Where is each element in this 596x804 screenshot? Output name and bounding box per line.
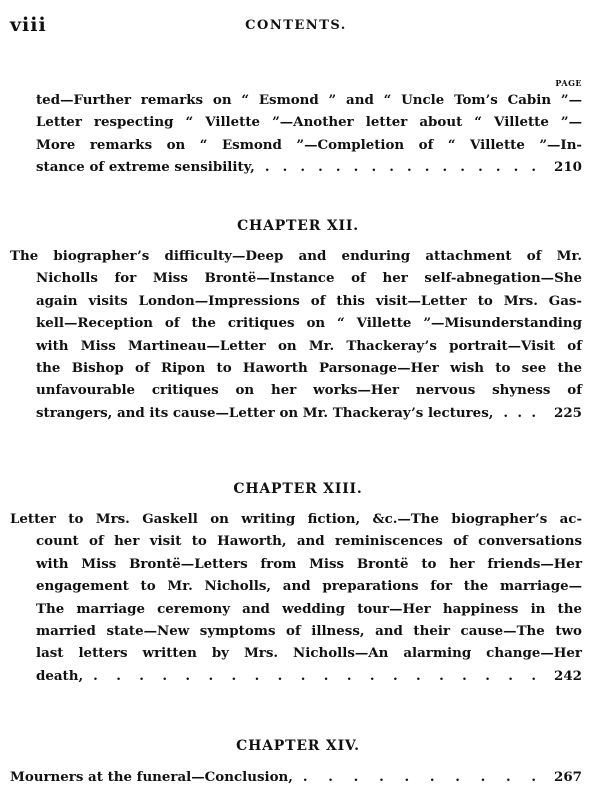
contents-entry-chapter-xiii [10, 508, 582, 687]
entry-last-line [10, 665, 582, 687]
page-column-label: PAGE [555, 78, 582, 88]
entry-line: The biographer’s difficulty—Deep and enduring attachment of Mr. [10, 248, 582, 264]
entry-line: kell—Reception of the critiques on “ Villette ”—Misunderstanding [36, 315, 582, 332]
leader-dots: . . . . . . . . . . [302, 769, 539, 785]
entry-line: stance of extreme sensibility, [36, 159, 255, 176]
entry-line: with Miss Brontë—Letters from Miss Brontë to her friends—Her [36, 555, 582, 572]
entry-line: unfavourable critiques on her works—Her nervous shyness of [36, 382, 582, 399]
entry-line: Nicholls for Miss Brontë—Instance of her self-abnegation—She [36, 270, 582, 287]
entry-page-number: 267 [554, 769, 582, 785]
entry-line: strangers, and its cause—Letter on Mr. Thackeray’s lectures, [36, 404, 494, 421]
entry-line: the Bishop of Ripon to Haworth Parsonage—Her wish to see the [36, 360, 582, 377]
chapter-heading: CHAPTER XIII. [233, 481, 363, 497]
leader-dots: . . . . . . . . . . . . . . . . [264, 159, 539, 176]
entry-line: ted—Further remarks on “ Esmond ” and “ Uncle Tom’s Cabin ”— [36, 92, 582, 108]
entry-page-number: 210 [554, 159, 582, 176]
entry-page-number: 242 [554, 667, 582, 684]
entry-page-number: 225 [554, 404, 582, 421]
entry-line: last letters written by Mrs. Nicholls—An alarming change—Her [36, 645, 582, 662]
page-number: viii [10, 14, 47, 36]
chapter-heading: CHAPTER XIV. [236, 738, 360, 754]
running-title: CONTENTS. [245, 18, 347, 33]
leader-dots: . . . [503, 404, 539, 421]
leader-dots: . . . . . . . . . . . . . . . . . . . . [93, 667, 539, 684]
entry-line: with Miss Martineau—Letter on Mr. Thackeray’s portrait—Visit of [36, 337, 582, 354]
entry-line: death, [36, 667, 84, 684]
entry-last-line [10, 402, 582, 424]
entry-line: count of her visit to Haworth, and reminiscences of conversations [36, 533, 582, 550]
entry-last-line [10, 766, 582, 788]
contents-entry-chapter-xii [10, 245, 582, 424]
entry-line: again visits London—Impressions of this visit—Letter to Mrs. Gas- [36, 292, 582, 309]
chapter-heading: CHAPTER XII. [237, 218, 359, 234]
entry-line: Mourners at the funeral—Conclusion, [10, 769, 293, 785]
running-head [10, 14, 582, 38]
entry-line: married state—New symptoms of illness, and their cause—The two [36, 623, 582, 640]
entry-line: Letter to Mrs. Gaskell on writing fiction, &c.—The biographer’s ac- [10, 511, 582, 527]
entry-line: engagement to Mr. Nicholls, and preparations for the marriage— [36, 578, 582, 595]
contents-entry-chapter-xiv [10, 766, 582, 788]
entry-line: The marriage ceremony and wedding tour—Her happiness in the [36, 600, 582, 617]
entry-last-line [10, 156, 582, 178]
entry-line: Letter respecting “ Villette ”—Another letter about “ Villette ”— [36, 114, 582, 131]
contents-entry-continued [10, 89, 582, 179]
entry-line: More remarks on “ Esmond ”—Completion of “ Villette ”—In- [36, 136, 582, 153]
